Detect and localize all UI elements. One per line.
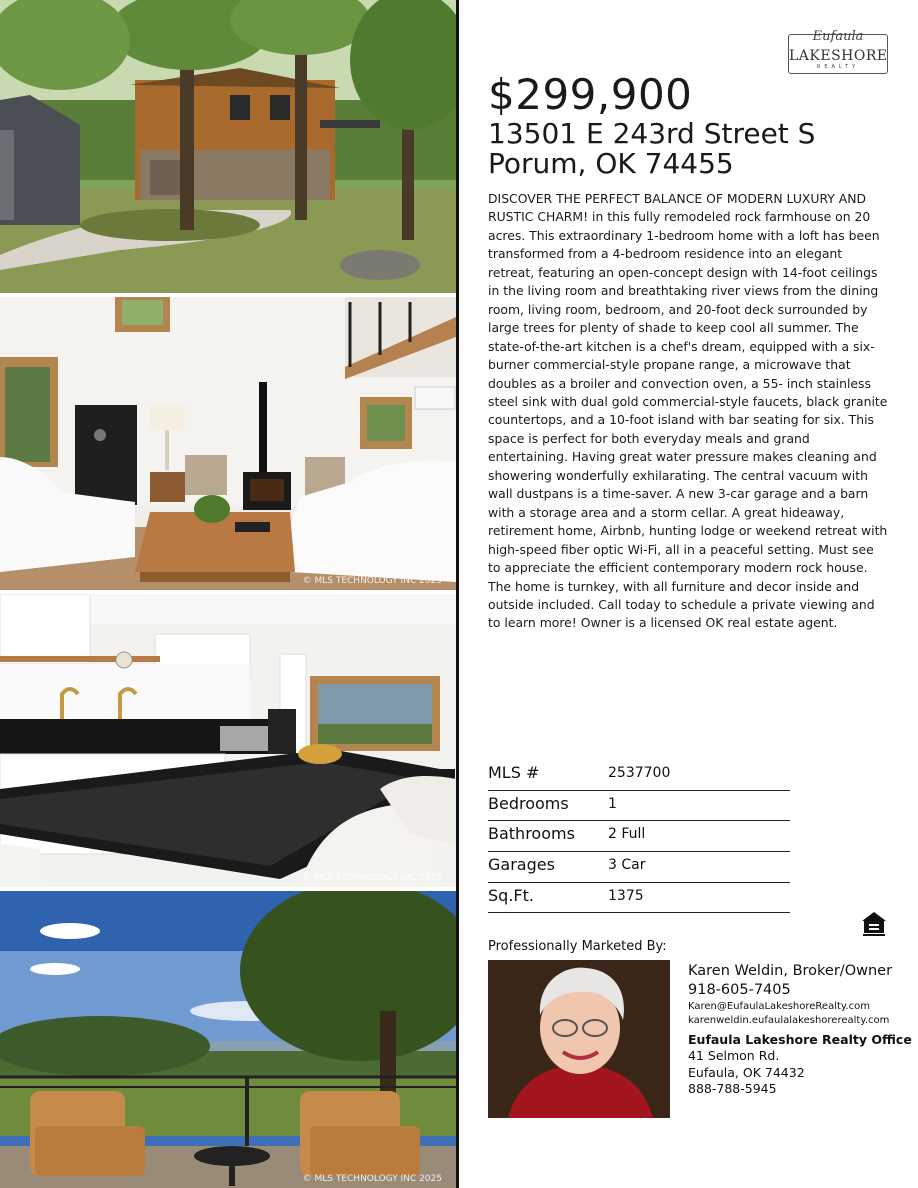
office-street: 41 Selmon Rd. bbox=[688, 1048, 780, 1063]
listing-price: $299,900 bbox=[488, 70, 693, 119]
logo-sub-text: REALTY bbox=[816, 64, 860, 70]
fact-row-mls bbox=[488, 760, 790, 791]
photo-watermark: © MLS TECHNOLOGY INC 2025 bbox=[302, 873, 442, 883]
listing-description: DISCOVER THE PERFECT BALANCE OF MODERN LUXURY AND RUSTIC CHARM! in this fully remodeled rock farmhouse on 20 acres. This extraordinary 1-bedroom home with a loft has been transformed from a 4-bedroom residence into an elegant retreat, featuring an open-concept design with 14-foot ceilings in the living room and breathtaking river views from the dining room, living room, bedroom, and 20-foot deck surrounded by large trees for plenty of shade to keep cool all summer. The state-of-the-art kitchen is a chef's dream, equipped with a six-burner commercial-style propane range, a microwave that doubles as a broiler and convection oven, a 55- inch stainless steel sink with dual gold commercial-style faucets, black granite countertops, and a 10-foot island with bar seating for six. This space is perfect for both everyday meals and grand entertaining. Having great water pressure makes cleaning and showering wonderfully exhilarating. The central vacuum with wall dustpans is a time-saver. A new 3-car garage and a barn with a storage area and a storm cellar. A great hideaway, retirement home, Airbnb, hunting lodge or weekend retreat with high-speed fiber optic Wi-Fi, all in a peaceful setting. Must see to appreciate the efficient contemporary modern rock house. The home is turnkey, with all furniture and decor inside and outside included. Call today to schedule a private viewing and to learn more! Owner is a licensed OK real estate agent. bbox=[488, 191, 888, 631]
agent-phone[interactable]: 918-605-7405 bbox=[688, 982, 791, 998]
photo-exterior bbox=[0, 0, 456, 293]
logo-script-text: Eufaula bbox=[812, 29, 864, 44]
fact-row-bedrooms bbox=[488, 791, 790, 822]
marketed-by-label: Professionally Marketed By: bbox=[488, 939, 667, 954]
fact-label: Garages bbox=[488, 855, 555, 875]
photo-watermark: © MLS TECHNOLOGY INC 2025 bbox=[302, 1174, 442, 1184]
agent-photo bbox=[488, 960, 670, 1118]
photo-kitchen bbox=[0, 594, 456, 887]
property-facts bbox=[488, 760, 790, 913]
brokerage-logo bbox=[788, 29, 888, 74]
fact-label: Bathrooms bbox=[488, 824, 575, 844]
agent-contact bbox=[688, 962, 912, 1098]
photo-watermark: © MLS TECHNOLOGY INC 2025 bbox=[302, 576, 442, 586]
photo-column bbox=[0, 0, 456, 1188]
address-line-2: Porum, OK 74455 bbox=[488, 147, 734, 180]
office-name: Eufaula Lakeshore Realty Office bbox=[688, 1032, 912, 1047]
column-divider bbox=[456, 0, 459, 1188]
photo-deck-view bbox=[0, 891, 456, 1188]
fact-value: 1 bbox=[608, 795, 617, 812]
address-line-1: 13501 E 243rd Street S bbox=[488, 117, 816, 150]
equal-housing-icon bbox=[860, 910, 888, 938]
fact-row-sqft bbox=[488, 883, 790, 914]
fact-value: 2537700 bbox=[608, 765, 671, 781]
fact-value: 1375 bbox=[608, 887, 644, 904]
photo-living-room bbox=[0, 297, 456, 590]
agent-name: Karen Weldin, Broker/Owner bbox=[688, 963, 893, 979]
fact-label: Bedrooms bbox=[488, 793, 569, 813]
fact-label: Sq.Ft. bbox=[488, 885, 534, 905]
agent-website[interactable]: karenweldin.eufaulalakeshorerealty.com bbox=[688, 1015, 890, 1026]
agent-email[interactable]: Karen@EufaulaLakeshoreRealty.com bbox=[688, 1001, 870, 1012]
fact-value: 3 Car bbox=[608, 857, 646, 874]
office-city: Eufaula, OK 74432 bbox=[688, 1064, 805, 1080]
fact-row-bathrooms bbox=[488, 821, 790, 852]
fact-label: MLS # bbox=[488, 763, 540, 782]
office-phone[interactable]: 888-788-5945 bbox=[688, 1081, 777, 1096]
fact-value: 2 Full bbox=[608, 826, 646, 843]
logo-main-text: LAKESHORE bbox=[789, 48, 888, 64]
fact-row-garages bbox=[488, 852, 790, 883]
